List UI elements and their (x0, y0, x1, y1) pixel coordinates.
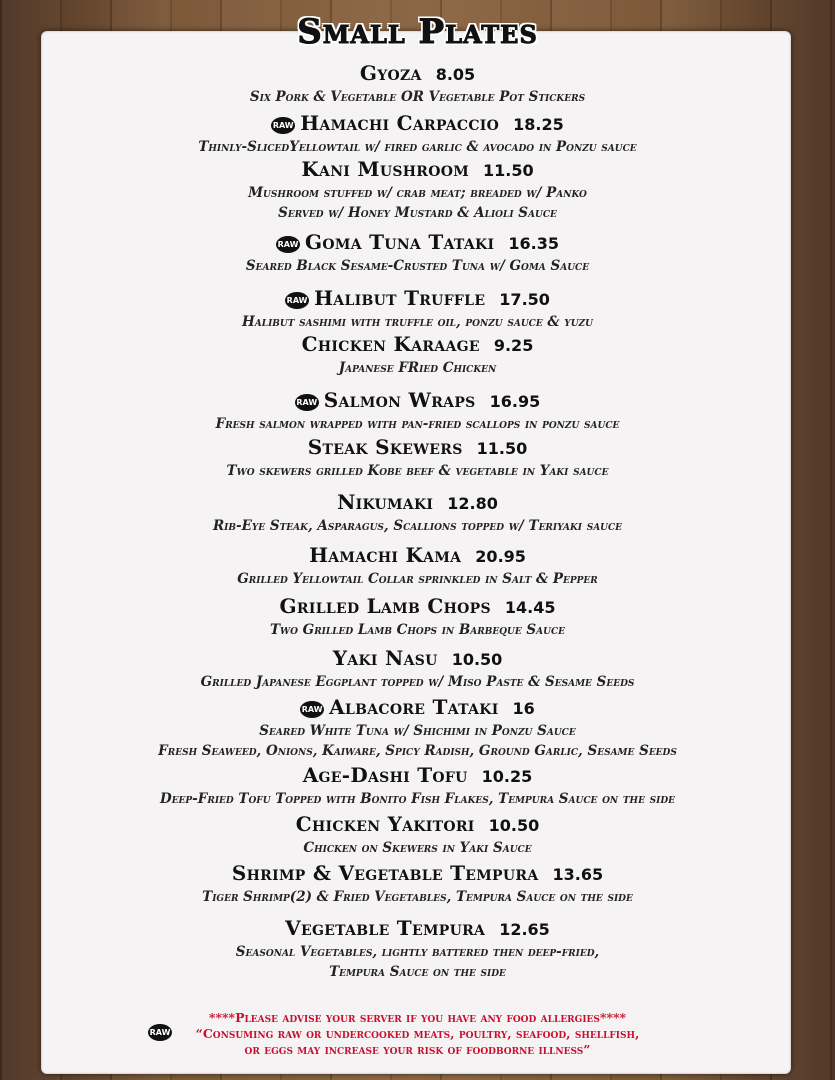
menu-item-name: Salmon Wraps (323, 388, 476, 412)
menu-item-name: Grilled Lamb Chops (279, 594, 491, 618)
menu-item (0, 544, 835, 589)
menu-item-price: 8.05 (435, 65, 476, 84)
menu-footer (0, 1010, 835, 1058)
menu-item-heading (0, 389, 835, 414)
menu-item-description: Served w/ Honey Mustard & Alioli Sauce (278, 205, 557, 221)
menu-item-price: 14.45 (504, 598, 556, 617)
menu-item-price: 16.95 (489, 392, 541, 411)
menu-item-heading (0, 917, 835, 942)
menu-item-heading (0, 158, 835, 183)
menu-item-name: Halibut Truffle (314, 286, 486, 310)
menu-item-description: Tempura Sauce on the side (329, 964, 506, 980)
menu-item-price: 12.65 (499, 920, 550, 939)
menu-item-heading (0, 436, 835, 461)
menu-item-description: Six Pork & Vegetable OR Vegetable Pot Stickers (249, 89, 586, 105)
menu-item-heading (0, 231, 835, 256)
menu-item-description: Tiger Shrimp(2) & Fried Vegetables, Tempura Sauce on the side (202, 889, 633, 905)
menu-item-name: Yaki Nasu (332, 646, 438, 670)
menu-item-description: Two Grilled Lamb Chops in Barbeque Sauce (269, 622, 566, 638)
raw-badge-icon: RAW (271, 117, 295, 134)
raw-badge-icon: RAW (300, 701, 324, 718)
menu-item-name: Albacore Tataki (329, 695, 499, 719)
menu-item-heading (0, 862, 835, 887)
menu-item (0, 917, 835, 982)
menu-item-name: Shrimp & Vegetable Tempura (231, 861, 539, 885)
menu-item-heading (0, 647, 835, 672)
menu-item (0, 158, 835, 223)
menu-item-name: Kani Mushroom (301, 157, 470, 181)
menu-item-price: 13.65 (552, 865, 604, 884)
menu-item-name: Vegetable Tempura (285, 916, 486, 940)
menu-item (0, 112, 835, 157)
menu-item-price: 10.50 (488, 816, 540, 835)
menu-item-description: Two skewers grilled Kobe beef & vegetable in Yaki sauce (226, 463, 609, 479)
menu-item-name: Gyoza (359, 61, 422, 85)
menu-item-price: 12.80 (447, 494, 498, 513)
menu-item-description: Mushroom stuffed w/ crab meat; breaded w/ Panko (248, 185, 587, 201)
menu-item (0, 333, 835, 378)
menu-item-name: Age-Dashi Tofu (302, 763, 468, 787)
menu-item (0, 287, 835, 332)
menu-item-name: Chicken Yakitori (295, 812, 475, 836)
menu-item-heading (0, 696, 835, 721)
menu-item (0, 436, 835, 481)
raw-warning-line-1: “Consuming raw or undercooked meats, poultry, seafood, shellfish, (195, 1026, 640, 1041)
menu-item (0, 862, 835, 907)
menu-item-name: Chicken Karaage (301, 332, 480, 356)
menu-item-description: Grilled Japanese Eggplant topped w/ Miso Paste & Sesame Seeds (200, 674, 635, 690)
menu-title: Small Plates (297, 12, 538, 52)
menu-item-heading (0, 333, 835, 358)
menu-item-heading (0, 595, 835, 620)
menu-item (0, 231, 835, 276)
menu-item-description: Seared White Tuna w/ Shichimi in Ponzu Sauce (259, 723, 576, 739)
menu-item-price: 10.50 (451, 650, 503, 669)
menu-item-description: Fresh Seaweed, Onions, Kaiware, Spicy Radish, Ground Garlic, Sesame Seeds (158, 743, 677, 759)
allergy-notice: ****Please advise your server if you have any food allergies**** (208, 1010, 627, 1025)
menu-item-price: 11.50 (476, 439, 528, 458)
menu-item-name: Steak Skewers (307, 435, 463, 459)
menu-item-description: Fresh salmon wrapped with pan-fried scallops in ponzu sauce (215, 416, 620, 432)
menu-item-description: Rib-Eye Steak, Asparagus, Scallions topped w/ Teriyaki sauce (212, 518, 623, 534)
menu-item-price: 10.25 (481, 767, 533, 786)
menu-item (0, 813, 835, 858)
menu-item (0, 491, 835, 536)
menu-item-price: 20.95 (475, 547, 526, 566)
menu-item-heading (0, 62, 835, 87)
menu-item-heading (0, 544, 835, 569)
raw-badge-icon: RAW (285, 292, 309, 309)
menu-item (0, 647, 835, 692)
menu-item (0, 595, 835, 640)
menu-item-description: Grilled Yellowtail Collar sprinkled in Salt & Pepper (237, 571, 598, 587)
menu-item (0, 764, 835, 809)
menu-item-price: 16.35 (508, 234, 559, 253)
menu-item-name: Hamachi Kama (309, 543, 462, 567)
menu-item (0, 389, 835, 434)
menu-item-heading (0, 287, 835, 312)
menu-item-description: Thinly-SlicedYellowtail w/ fired garlic & avocado in Ponzu sauce (198, 139, 637, 155)
menu-item (0, 696, 835, 761)
menu-item-name: Goma Tuna Tataki (305, 230, 495, 254)
raw-badge-icon: RAW (148, 1024, 172, 1041)
menu-item-heading (0, 112, 835, 137)
menu-item-description: Chicken on Skewers in Yaki Sauce (303, 840, 532, 856)
raw-badge-icon: RAW (295, 394, 319, 411)
menu-item-description: Halibut sashimi with truffle oil, ponzu sauce & yuzu (242, 314, 593, 330)
menu-item-description: Deep-Fried Tofu Topped with Bonito Fish Flakes, Tempura Sauce on the side (159, 791, 675, 807)
raw-badge-icon: RAW (276, 236, 300, 253)
menu-item-price: 16 (512, 699, 535, 718)
menu-item-description: Seasonal Vegetables, lightly battered then deep-fried, (235, 944, 600, 960)
raw-warning-line-2: or eggs may increase your risk of foodborne illness” (244, 1042, 591, 1057)
menu-item-heading (0, 813, 835, 838)
menu-item-price: 11.50 (483, 161, 534, 180)
menu-item-description: Japanese FRied Chicken (338, 360, 497, 376)
menu-item-price: 18.25 (513, 115, 564, 134)
menu-item-heading (0, 491, 835, 516)
menu-item-price: 9.25 (493, 336, 534, 355)
menu-item-description: Seared Black Sesame-Crusted Tuna w/ Goma Sauce (245, 258, 590, 274)
menu-item-heading (0, 764, 835, 789)
menu-item-price: 17.50 (499, 290, 550, 309)
menu-item-name: Nikumaki (337, 490, 434, 514)
menu-item (0, 62, 835, 107)
menu-item-name: Hamachi Carpaccio (300, 111, 500, 135)
